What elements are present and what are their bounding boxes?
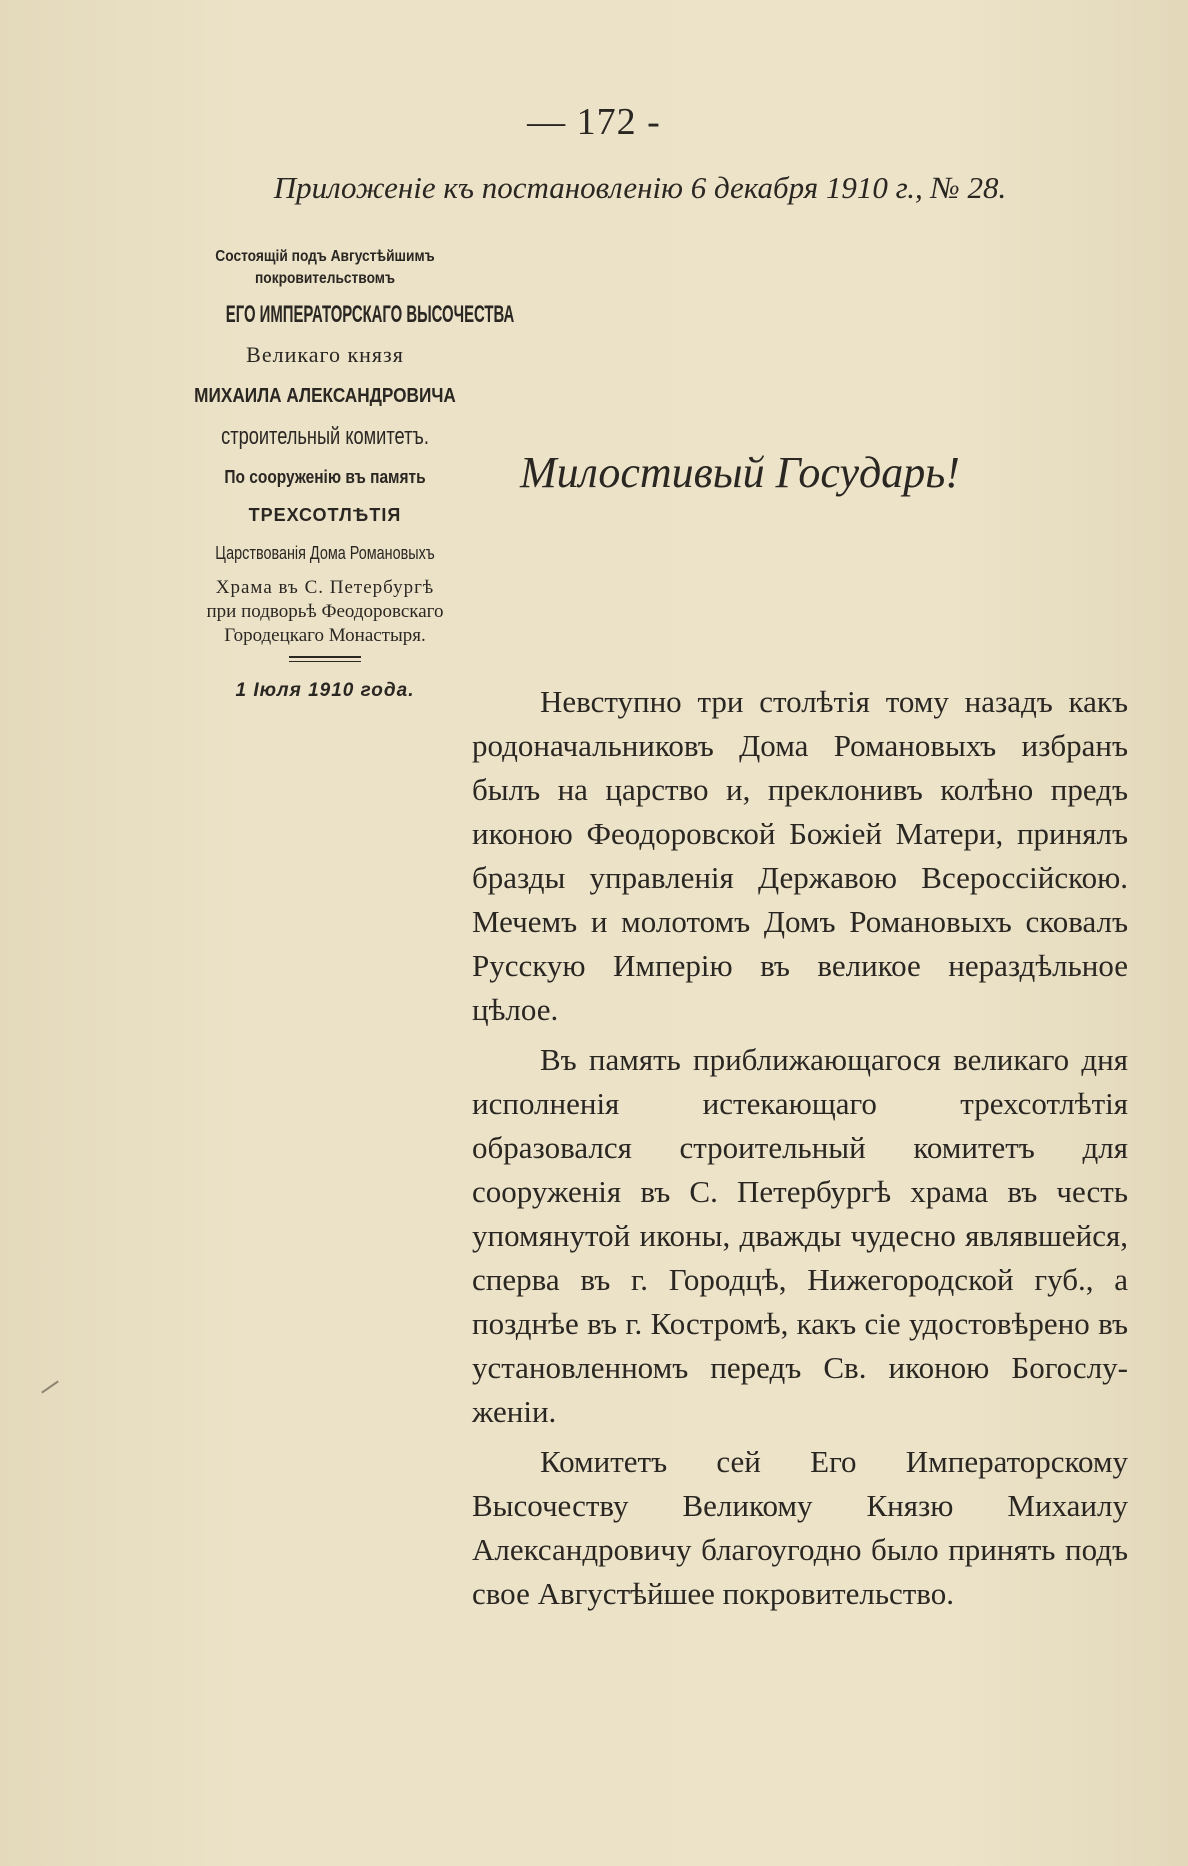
letterhead-divider [289,656,361,662]
body-paragraph: Въ память приближающагося великаго дня исполненія истекающаго трехсотлѣтія образовался строительный комитетъ для сооруженія въ С. Петербургѣ храма въ честь упомянутой иконы, дважды чудесно являвшейся, сперва въ г. Городцѣ, Нижегородской губ., а позднѣе въ г. Костромѣ, какъ сіе удостовѣрено въ установленномъ передъ Св. иконою Богослуженіи. [472,1042,1128,1429]
body-paragraph: Невступно три столѣтія тому назадъ какъ родоначальниковъ Дома Романовыхъ избранъ былъ на царство и, преклонивъ колѣно предъ иконою Феодоровской Божіей Матери, принялъ бразды управленія Державою Всероссійскою. Мечемъ и молотомъ Домъ Романовыхъ сковалъ Русскую Имперію въ великое нераздѣльное цѣлое. [472,684,1128,1027]
appendix-title: Приложеніе къ постановленію 6 декабря 1910 г., № 28. [273,170,1007,205]
letterhead-line: строительный комитетъ. [221,423,429,450]
letter-body [472,680,1128,1622]
letterhead-line: покровительствомъ [254,270,396,287]
letterhead-line: По сооруженію въ память [224,467,426,487]
letterhead-line: ЕГО ИМПЕРАТОРСКАГО ВЫСОЧЕСТВА [225,301,515,328]
letterhead-line: при подворьѣ Феодоровскаго [206,601,444,622]
letterhead-line: МИХАИЛА АЛЕКСАНДРОВИЧА [194,385,456,407]
letterhead-line: Городецкаго Монастыря. [224,625,426,646]
salutation: Милостивый Государь! [520,448,960,497]
letterhead-line: Царствованія Дома Романовыхъ [215,543,435,563]
letterhead-line: Храма въ С. Петербургѣ [215,577,435,598]
paper-mark [41,1380,59,1393]
letterhead-line: Великаго князя [246,342,404,367]
letterhead-block [165,246,515,702]
letterhead-line: ТРЕХСОТЛѢТІЯ [248,505,402,525]
page-number: — 172 - [527,101,661,143]
body-paragraph: Комитетъ сей Его Императорскому Высочеству Великому Князю Михаилу Александровичу благоугодно было принять подъ свое Августѣйшее покровительство. [472,1444,1128,1611]
letter-date: 1 Іюля 1910 года. [235,680,415,701]
letterhead-line: Состоящій подъ Августѣйшимъ [215,248,435,265]
